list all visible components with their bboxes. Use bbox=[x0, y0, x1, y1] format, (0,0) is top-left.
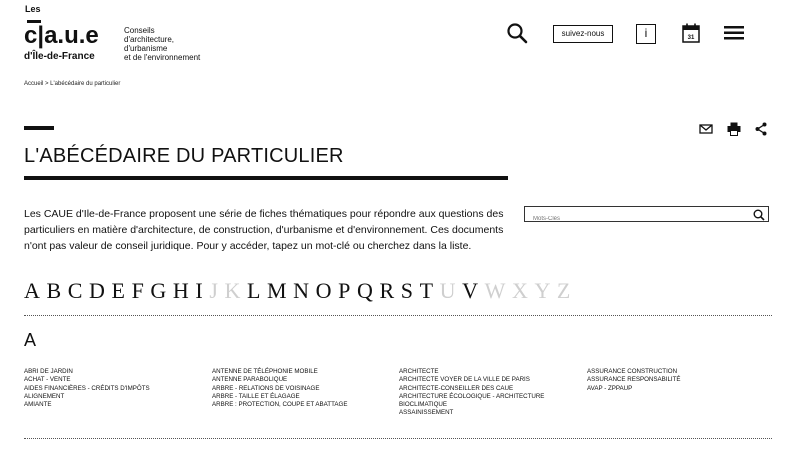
alphabet-letter-a[interactable]: A bbox=[24, 278, 40, 303]
logo-caue: c|a.u.e bbox=[24, 22, 99, 49]
share-icon[interactable] bbox=[755, 122, 767, 141]
topic-link[interactable]: ASSURANCE CONSTRUCTION bbox=[587, 368, 678, 375]
alphabet-letter-o[interactable]: O bbox=[315, 278, 332, 303]
tagline-line: d'architecture, bbox=[124, 35, 174, 44]
topic-link[interactable]: ARCHITECTURE ÉCOLOGIQUE - ARCHITECTURE BIOCLIMATIQUE bbox=[399, 392, 545, 409]
menu-icon[interactable] bbox=[724, 26, 744, 40]
tagline-line: d'urbanisme bbox=[124, 44, 168, 53]
topic-column bbox=[24, 368, 150, 409]
alphabet-letter-x: X bbox=[511, 278, 528, 303]
keyword-search-input[interactable] bbox=[525, 212, 745, 226]
alphabet-letter-t[interactable]: T bbox=[419, 278, 434, 303]
intro-text: Les CAUE d'Ile-de-France proposent une série de fiches thématiques pour répondre aux questions des particuliers en matière d'architecture, de construction, d'urbanisme et d'environnement. Ces documents n'ont pas valeur de conseil juridique. Pour y accéder, tapez un mot-clé ou cherchez dans la liste. bbox=[24, 208, 504, 252]
topic-column bbox=[399, 368, 569, 418]
page-title: L'ABÉCÉDAIRE DU PARTICULIER bbox=[24, 145, 344, 167]
logo-region: d'Île-de-France bbox=[24, 51, 95, 62]
search-icon[interactable] bbox=[753, 208, 765, 220]
alphabet-letter-i[interactable]: I bbox=[195, 278, 203, 303]
alphabet-letter-c[interactable]: C bbox=[67, 278, 83, 303]
topic-link[interactable]: ARCHITECTE bbox=[399, 368, 439, 375]
info-button[interactable]: i bbox=[636, 24, 656, 44]
topic-column bbox=[587, 368, 681, 393]
alphabet-letter-y: Y bbox=[534, 278, 551, 303]
topic-link[interactable]: ALIGNEMENT bbox=[24, 392, 65, 400]
alphabet-letter-j: J bbox=[209, 278, 218, 303]
alphabet-letter-w: W bbox=[484, 278, 506, 303]
breadcrumb[interactable]: Accueil > L'abécédaire du particulier bbox=[24, 81, 121, 87]
topic-link[interactable]: ARBRE - TAILLE ET ÉLAGAGE bbox=[212, 392, 300, 400]
alphabet-letter-k: K bbox=[224, 278, 241, 303]
topic-link[interactable]: AVAP - ZPPAUP bbox=[587, 384, 633, 392]
topic-link[interactable]: ABRI DE JARDIN bbox=[24, 368, 73, 375]
alphabet-letter-u: U bbox=[439, 278, 456, 303]
keyword-search-box[interactable] bbox=[524, 206, 769, 222]
alphabet-letter-h[interactable]: H bbox=[172, 278, 189, 303]
logo-les: Les bbox=[25, 4, 41, 14]
alphabet-letter-s[interactable]: S bbox=[400, 278, 413, 303]
topic-link[interactable]: AIDES FINANCIÈRES - CRÉDITS D'IMPÔTS bbox=[24, 384, 150, 392]
dotted-divider bbox=[24, 315, 772, 316]
tagline-line: et de l'environnement bbox=[124, 53, 201, 62]
alphabet-letter-r[interactable]: R bbox=[379, 278, 395, 303]
alphabet-letter-q[interactable]: Q bbox=[356, 278, 373, 303]
topic-link[interactable]: ASSAINISSEMENT bbox=[399, 409, 454, 417]
calendar-icon[interactable] bbox=[682, 23, 700, 43]
topic-link[interactable]: ARCHITECTE-CONSEILLER DES CAUE bbox=[399, 384, 514, 392]
dotted-divider bbox=[24, 438, 772, 439]
search-icon[interactable] bbox=[506, 22, 528, 44]
alphabet-letter-p[interactable]: P bbox=[338, 278, 351, 303]
topic-column bbox=[212, 368, 347, 409]
logo-tagline bbox=[124, 26, 200, 62]
topic-link[interactable]: AMIANTE bbox=[24, 401, 52, 409]
alphabet-letter-b[interactable]: B bbox=[46, 278, 62, 303]
topic-link[interactable]: ARBRE - RELATIONS DE VOISINAGE bbox=[212, 384, 320, 392]
alphabet-letter-g[interactable]: G bbox=[150, 278, 167, 303]
title-rule bbox=[24, 176, 508, 180]
mail-icon[interactable] bbox=[699, 122, 713, 140]
topic-link[interactable]: ANTENNE PARABOLIQUE bbox=[212, 376, 288, 384]
section-letter: A bbox=[24, 330, 37, 350]
follow-us-button[interactable]: suivez-nous bbox=[553, 25, 613, 43]
alphabet-letter-d[interactable]: D bbox=[89, 278, 105, 303]
topic-link[interactable]: ASSURANCE RESPONSABILITÉ bbox=[587, 376, 681, 384]
title-accent-bar bbox=[24, 126, 54, 130]
alphabet-letter-n[interactable]: N bbox=[293, 278, 310, 303]
topic-link[interactable]: ARBRE : PROTECTION, COUPE ET ABATTAGE bbox=[212, 401, 348, 409]
alphabet-letter-z: Z bbox=[556, 278, 571, 303]
alphabet-letter-l[interactable]: L bbox=[246, 278, 261, 303]
calendar-day: 31 bbox=[687, 35, 695, 41]
tagline-line: Conseils bbox=[124, 26, 155, 35]
topic-link[interactable]: ACHAT - VENTE bbox=[24, 376, 71, 384]
topic-link[interactable]: ARCHITECTE VOYER DE LA VILLE DE PARIS bbox=[399, 376, 530, 384]
alphabet-letter-f[interactable]: F bbox=[131, 278, 144, 303]
alphabet-letter-e[interactable]: E bbox=[111, 278, 125, 303]
alphabet-nav bbox=[24, 278, 577, 304]
topic-link[interactable]: ANTENNE DE TÉLÉPHONIE MOBILE bbox=[212, 368, 318, 375]
caue-logo[interactable] bbox=[24, 4, 234, 66]
alphabet-letter-v[interactable]: V bbox=[462, 278, 478, 303]
alphabet-letter-m[interactable]: M bbox=[267, 278, 287, 303]
print-icon[interactable] bbox=[727, 122, 741, 141]
